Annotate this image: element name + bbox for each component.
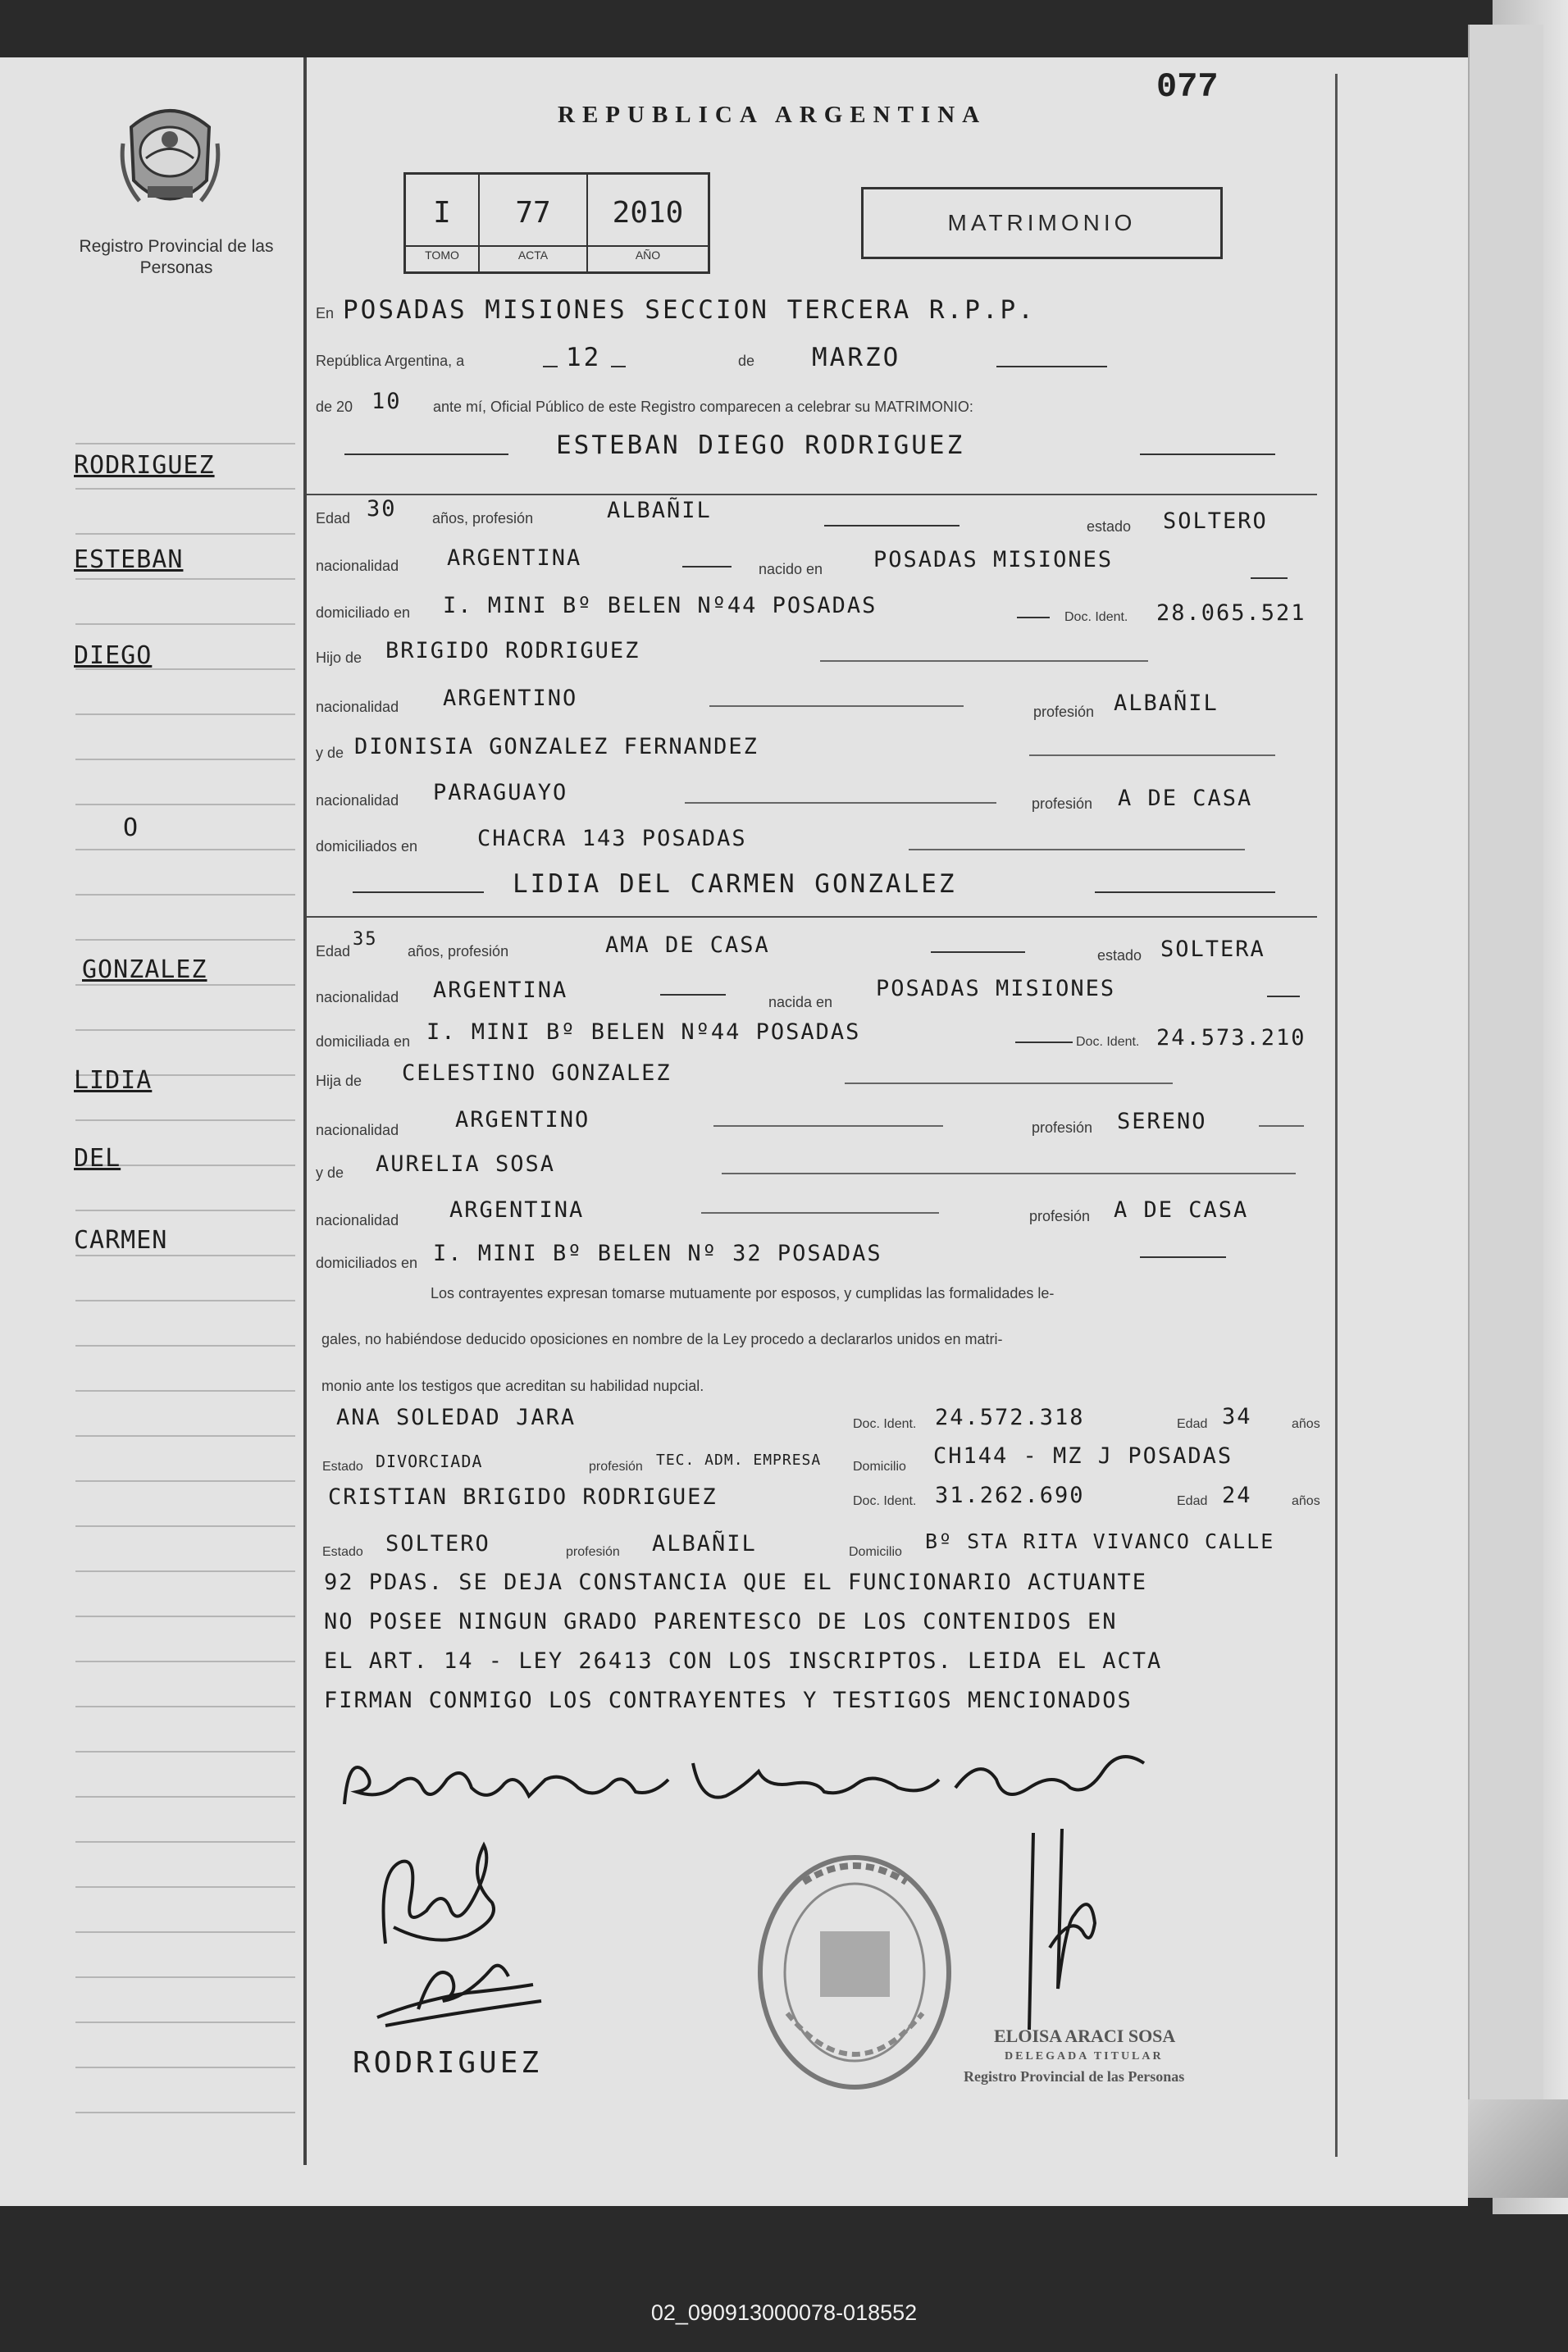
- bride-dom-label: domiciliada en: [316, 1033, 411, 1050]
- act-type-box: MATRIMONIO: [861, 187, 1223, 259]
- de-year-label: de 20: [316, 399, 353, 415]
- bride-yde-label: y de: [316, 1165, 344, 1181]
- groom-full-name: ESTEBAN DIEGO RODRIGUEZ: [556, 431, 965, 460]
- groom-doc-label: Doc. Ident.: [1064, 610, 1128, 624]
- dash: [344, 454, 508, 455]
- groom-father-nat: ARGENTINO: [443, 686, 578, 711]
- witness1-address: CH144 - MZ J POSADAS: [933, 1443, 1233, 1469]
- dotted-line: [820, 660, 1148, 662]
- registry-label: Registro Provincial de las Personas: [79, 237, 274, 277]
- groom-edad-label: Edad: [316, 510, 351, 526]
- witness1-doc-label: Doc. Ident.: [853, 1417, 917, 1431]
- margin-ruled-line: [75, 759, 295, 760]
- margin-ruled-line: [75, 2022, 295, 2023]
- official-role: DELEGADA TITULAR: [1005, 2050, 1164, 2063]
- file-name-caption: 02_090913000078-018552: [650, 2300, 918, 2325]
- margin-ruled-line: [75, 1841, 295, 1843]
- witness1-age: 34: [1222, 1404, 1252, 1429]
- dotted-line: [909, 849, 1245, 850]
- margin-given-5: CARMEN: [74, 1226, 168, 1255]
- ante-text: ante mí, Oficial Público de este Registro comparecen a celebrar su MATRIMONIO:: [433, 399, 973, 415]
- notes-line-1: 92 PDAS. SE DEJA CONSTANCIA QUE EL FUNCIONARIO ACTUANTE: [324, 1570, 1148, 1595]
- bride-nationality: ARGENTINA: [433, 978, 568, 1003]
- record-number-box: [403, 172, 710, 274]
- margin-ruled-line: [75, 1976, 295, 1978]
- bride-mother: AURELIA SOSA: [376, 1151, 556, 1177]
- bride-full-name: LIDIA DEL CARMEN GONZALEZ: [513, 869, 957, 899]
- bride-profession: AMA DE CASA: [605, 932, 770, 958]
- section-rule: [307, 916, 1317, 918]
- dash: [1251, 577, 1288, 579]
- groom-nationality: ARGENTINA: [447, 545, 582, 571]
- groom-civil-status: SOLTERO: [1163, 508, 1268, 534]
- dotted-line: [685, 802, 996, 804]
- margin-ruled-line: [75, 1796, 295, 1798]
- groom-mother-nac-label: nacionalidad: [316, 792, 399, 809]
- tomo-value: I: [433, 196, 451, 230]
- bride-doc: 24.573.210: [1156, 1025, 1306, 1051]
- bride-signature-icon: [369, 1837, 517, 1960]
- notes-line-2: NO POSEE NINGUN GRADO PARENTESCO DE LOS CONTENIDOS EN: [324, 1609, 1118, 1634]
- dotted-line: [709, 705, 964, 707]
- dash: [543, 366, 558, 367]
- official-name: ELOISA ARACI SOSA: [994, 2026, 1176, 2046]
- witness2-doc: 31.262.690: [935, 1483, 1085, 1508]
- witness2-anos-label: años: [1292, 1494, 1320, 1508]
- groom-mother-nat: PARAGUAYO: [433, 780, 568, 805]
- groom-yde-label: y de: [316, 745, 344, 761]
- bride-doc-label: Doc. Ident.: [1076, 1035, 1140, 1049]
- dotted-line: [713, 1125, 943, 1127]
- bride-father: CELESTINO GONZALEZ: [402, 1060, 672, 1086]
- margin-ruled-line: [75, 1300, 295, 1301]
- groom-doms-label: domiciliados en: [316, 838, 418, 855]
- groom-age: 30: [367, 496, 397, 522]
- bride-civil-status: SOLTERA: [1160, 937, 1265, 962]
- witness2-doc-label: Doc. Ident.: [853, 1494, 917, 1508]
- dash: [611, 366, 626, 367]
- dash: [353, 891, 484, 893]
- printed-surname: RODRIGUEZ: [353, 2046, 543, 2080]
- witness2-edad-label: Edad: [1177, 1494, 1208, 1508]
- dash: [1015, 1042, 1073, 1043]
- margin-ruled-line: [75, 1435, 295, 1437]
- notes-line-4: FIRMAN CONMIGO LOS CONTRAYENTES Y TESTIGOS MENCIONADOS: [324, 1688, 1133, 1713]
- page-fold: [1468, 2099, 1568, 2198]
- anio-label: AÑO: [588, 245, 708, 262]
- margin-given-1: ESTEBAN: [74, 545, 184, 574]
- provincial-coat-of-arms-icon: [115, 94, 226, 217]
- margin-ruled-line: [75, 488, 295, 490]
- day-value: 12: [566, 343, 602, 372]
- margin-ruled-line: [75, 1390, 295, 1392]
- dotted-line: [1029, 754, 1275, 756]
- margin-ruled-line: [75, 894, 295, 896]
- bride-father-prof: SERENO: [1117, 1109, 1207, 1134]
- groom-signature-icon: [332, 1739, 1152, 1821]
- witness2-address: Bº STA RITA VIVANCO CALLE: [925, 1529, 1275, 1553]
- witness1-dom-label: Domicilio: [853, 1460, 906, 1474]
- dotted-line: [845, 1083, 1173, 1084]
- bride-estado-label: estado: [1097, 947, 1142, 964]
- country-title: REPUBLICA ARGENTINA: [558, 102, 987, 128]
- groom-parents-address: CHACRA 143 POSADAS: [477, 826, 747, 851]
- margin-ruled-line: [75, 1480, 295, 1482]
- record-page: [0, 57, 1468, 2206]
- groom-hijo-label: Hijo de: [316, 650, 362, 666]
- bride-anos-prof-label: años, profesión: [408, 943, 509, 959]
- bride-born: POSADAS MISIONES: [876, 976, 1116, 1001]
- witness1-profession: TEC. ADM. EMPRESA: [656, 1452, 822, 1469]
- margin-ruled-line: [75, 849, 295, 850]
- witness2-age: 24: [1222, 1483, 1252, 1508]
- margin-surname-1: RODRIGUEZ: [74, 451, 215, 480]
- dash: [996, 366, 1107, 367]
- margin-ruled-line: [75, 1029, 295, 1031]
- en-label: En: [316, 305, 335, 321]
- margin-ruled-line: [75, 1255, 295, 1256]
- official-registry: Registro Provincial de las Personas: [964, 2068, 1185, 2085]
- bride-mother-prof: A DE CASA: [1114, 1197, 1249, 1223]
- official-signature-icon: [1017, 1825, 1107, 2038]
- margin-surname-2: GONZALEZ: [82, 955, 207, 984]
- margin-ruled-line: [75, 533, 295, 535]
- dash: [824, 525, 959, 526]
- margin-ruled-line: [75, 443, 295, 444]
- bride-parents-address: I. MINI Bº BELEN Nº 32 POSADAS: [433, 1241, 882, 1266]
- margin-ruled-line: [75, 2067, 295, 2068]
- margin-ruled-line: [75, 1210, 295, 1211]
- margin-ruled-line: [75, 984, 295, 986]
- official-seal-icon: [754, 1849, 955, 2095]
- acta-label: ACTA: [480, 245, 586, 262]
- tomo-label: TOMO: [406, 245, 478, 262]
- groom-mother-prof: A DE CASA: [1118, 786, 1253, 811]
- margin-ruled-line: [75, 1886, 295, 1888]
- bride-father-prof-label: profesión: [1032, 1119, 1093, 1136]
- bride-father-nat: ARGENTINO: [455, 1107, 590, 1133]
- witness1-doc: 24.572.318: [935, 1405, 1085, 1430]
- acta-cell: [480, 175, 588, 271]
- margin-ruled-line: [75, 1661, 295, 1662]
- witness1-anos-label: años: [1292, 1417, 1320, 1431]
- groom-born-label: nacido en: [759, 561, 823, 577]
- witness2-dom-label: Domicilio: [849, 1545, 902, 1559]
- right-border-line: [1335, 74, 1338, 2157]
- witness2-estado-label: Estado: [322, 1545, 363, 1559]
- dash: [931, 951, 1025, 953]
- groom-father-prof: ALBAÑIL: [1114, 691, 1219, 716]
- statement-line-2: gales, no habiéndose deducido oposiciones en nombre de la Ley procedo a declararlos unidos en matri-: [321, 1331, 1003, 1347]
- witness1-status: DIVORCIADA: [376, 1452, 483, 1471]
- witness2-name: CRISTIAN BRIGIDO RODRIGUEZ: [328, 1484, 718, 1510]
- bride-address: I. MINI Bº BELEN Nº44 POSADAS: [426, 1019, 861, 1045]
- bride-mother-nat: ARGENTINA: [449, 1197, 585, 1223]
- groom-father-prof-label: profesión: [1033, 704, 1095, 720]
- page-back-sheet: [1468, 25, 1543, 2173]
- bride-edad-label: Edad: [316, 943, 351, 959]
- dash: [660, 994, 726, 996]
- bride-age: 35: [353, 929, 378, 950]
- margin-ruled-line: [75, 939, 295, 941]
- anio-cell: [588, 175, 708, 271]
- dash: [1140, 454, 1275, 455]
- republica-label: República Argentina, a: [316, 353, 465, 369]
- margin-ruled-line: [75, 713, 295, 715]
- margin-ruled-line: [75, 1706, 295, 1707]
- bride-father-nac-label: nacionalidad: [316, 1122, 399, 1138]
- margin-ruled-line: [75, 1119, 295, 1121]
- notes-line-3: EL ART. 14 - LEY 26413 CON LOS INSCRIPTOS. LEIDA EL ACTA: [324, 1648, 1163, 1674]
- year-suffix: 10: [371, 389, 402, 414]
- margin-divider: [303, 57, 307, 2165]
- dash: [682, 566, 732, 567]
- witness1-name: ANA SOLEDAD JARA: [336, 1405, 577, 1430]
- bride-born-label: nacida en: [768, 994, 833, 1010]
- place-text: POSADAS MISIONES SECCION TERCERA R.P.P.: [343, 295, 1036, 325]
- dash: [1267, 996, 1300, 997]
- margin-ruled-line: [75, 1345, 295, 1347]
- groom-born: POSADAS MISIONES: [873, 547, 1114, 572]
- dash: [1140, 1256, 1226, 1258]
- witness2-profession: ALBAÑIL: [652, 1531, 757, 1557]
- witness2-status: SOLTERO: [385, 1531, 490, 1557]
- dash: [1095, 891, 1275, 893]
- margin-ruled-line: [75, 1931, 295, 1933]
- groom-anos-prof-label: años, profesión: [432, 510, 534, 526]
- witness1-prof-label: profesión: [589, 1460, 643, 1474]
- witness-signature-icon: [369, 1944, 549, 2034]
- section-rule: [307, 494, 1317, 495]
- margin-ruled-line: [75, 804, 295, 805]
- margin-given-3: LIDIA: [74, 1066, 153, 1095]
- bride-mother-prof-label: profesión: [1029, 1208, 1091, 1224]
- dotted-line: [1259, 1125, 1304, 1127]
- groom-mother: DIONISIA GONZALEZ FERNANDEZ: [354, 734, 759, 759]
- acta-value: 77: [515, 196, 551, 230]
- groom-father: BRIGIDO RODRIGUEZ: [385, 638, 640, 663]
- de-label: de: [738, 353, 755, 369]
- bride-doms-label: domiciliados en: [316, 1255, 418, 1271]
- margin-ruled-line: [75, 2112, 295, 2113]
- groom-doc: 28.065.521: [1156, 600, 1306, 626]
- margin-ruled-line: [75, 1570, 295, 1572]
- groom-dom-label: domiciliado en: [316, 604, 411, 621]
- margin-given-2: DIEGO: [74, 641, 153, 670]
- margin-ruled-line: [75, 1616, 295, 1617]
- margin-given-4: DEL: [74, 1144, 121, 1173]
- dash: [1017, 617, 1050, 618]
- statement-line-3: monio ante los testigos que acreditan su habilidad nupcial.: [321, 1378, 704, 1394]
- dotted-line: [722, 1173, 1296, 1174]
- groom-nac-label: nacionalidad: [316, 558, 399, 574]
- groom-address: I. MINI Bº BELEN Nº44 POSADAS: [443, 593, 877, 618]
- folio-number: 077: [1156, 67, 1219, 107]
- groom-mother-prof-label: profesión: [1032, 795, 1093, 812]
- bride-mother-nac-label: nacionalidad: [316, 1212, 399, 1228]
- bride-hija-label: Hija de: [316, 1073, 362, 1089]
- groom-father-nac-label: nacionalidad: [316, 699, 399, 715]
- witness1-edad-label: Edad: [1177, 1417, 1208, 1431]
- tomo-cell: [406, 175, 480, 271]
- dotted-line: [701, 1212, 939, 1214]
- bride-nac-label: nacionalidad: [316, 989, 399, 1005]
- margin-ruled-line: [75, 1525, 295, 1527]
- statement-line-1: Los contrayentes expresan tomarse mutuamente por esposos, y cumplidas las formalidades le-: [431, 1285, 1055, 1301]
- margin-conjunction: O: [123, 814, 139, 842]
- anio-value: 2010: [612, 196, 684, 230]
- witness2-prof-label: profesión: [566, 1545, 620, 1559]
- month-value: MARZO: [812, 343, 901, 372]
- margin-ruled-line: [75, 623, 295, 625]
- witness1-estado-label: Estado: [322, 1460, 363, 1474]
- groom-profession: ALBAÑIL: [607, 498, 712, 523]
- groom-estado-label: estado: [1087, 518, 1132, 535]
- margin-ruled-line: [75, 1751, 295, 1753]
- margin-ruled-line: [75, 578, 295, 580]
